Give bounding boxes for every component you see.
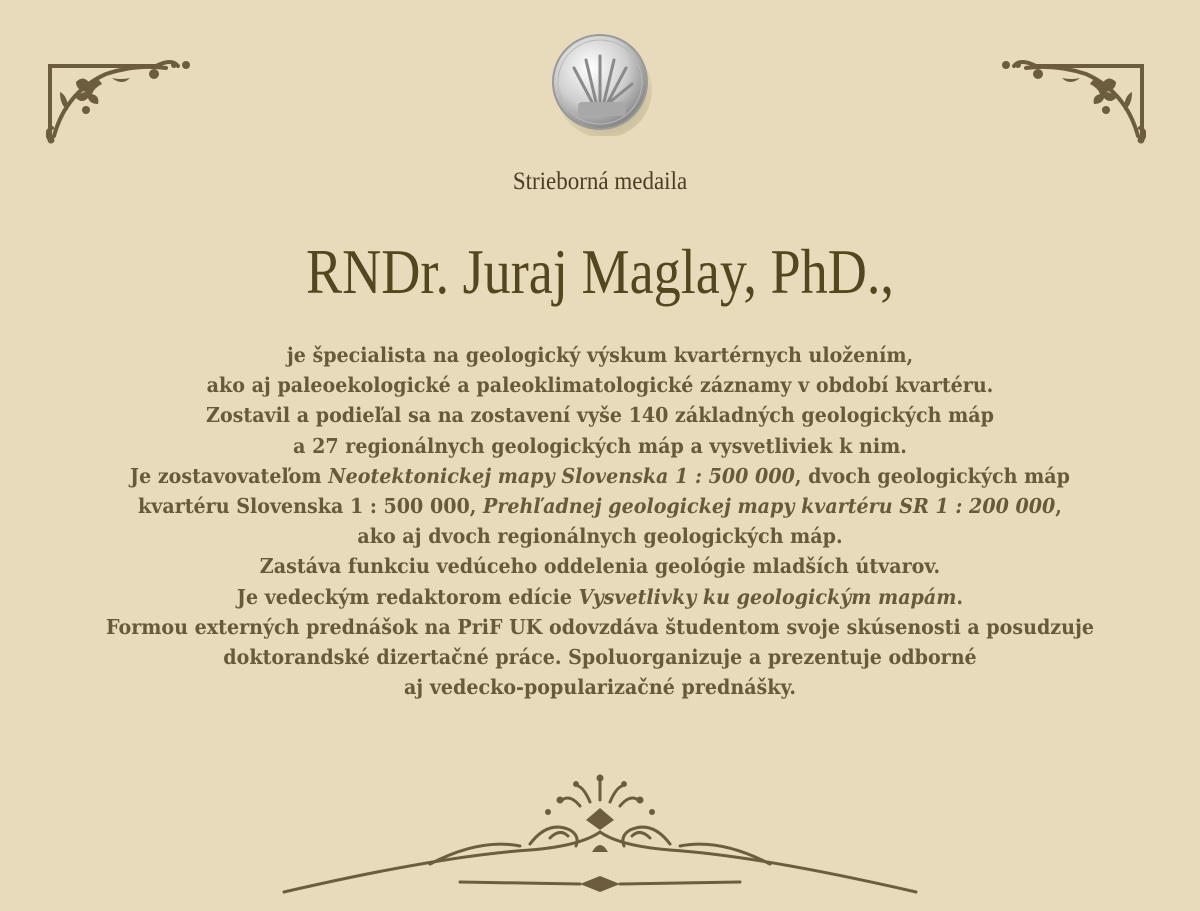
- citation-text-segment: kvartéru Slovenska 1 : 500 000,: [138, 494, 484, 519]
- citation-line: Zostavil a podieľal sa na zostavení vyše 140 základných geologických máp: [206, 403, 994, 428]
- citation-line: a 27 regionálnych geologických máp a vysvetliviek k nim.: [293, 433, 907, 458]
- citation-text-segment: ,: [1055, 494, 1062, 519]
- publication-title: Neotektonickej mapy Slovenska 1 : 500 000: [328, 463, 795, 488]
- citation-line: aj vedecko-popularizačné prednášky.: [403, 675, 797, 700]
- citation-line: ako aj dvoch regionálnych geologických máp.: [357, 524, 843, 549]
- corner-ornament-left-icon: [46, 52, 192, 144]
- citation-line: Zastáva funkciu vedúceho oddelenia geológie mladších útvarov.: [259, 554, 941, 579]
- award-subtitle: Strieborná medaila: [512, 168, 688, 195]
- silver-medal-icon: [548, 32, 652, 136]
- citation-line: Formou externých prednášok na PriF UK odovzdáva študentom svoje skúsenosti a posudzuje: [105, 614, 1095, 639]
- citation-line: ako aj paleoekologické a paleoklimatologické záznamy v období kvartéru.: [206, 373, 994, 398]
- awardee-name: RNDr. Juraj Maglay, PhD.,: [306, 237, 894, 307]
- publication-title: Prehľadnej geologickej mapy kvartéru SR 1 : 200 000: [483, 494, 1056, 519]
- corner-ornament-right-icon: [1000, 52, 1146, 144]
- citation-text-segment: , dvoch geologických máp: [794, 463, 1070, 488]
- citation-line: je špecialista na geologický výskum kvartérnych uložením,: [286, 343, 914, 367]
- citation-text: [40, 340, 1160, 702]
- citation-text-segment: Je vedeckým redaktorom edície: [236, 584, 579, 609]
- citation-line: [79, 461, 1121, 491]
- citation-line: [79, 491, 1121, 521]
- bottom-ornament-icon: [280, 772, 920, 900]
- citation-line: [79, 582, 1121, 612]
- citation-text-segment: Je zostavovateľom: [130, 463, 329, 488]
- citation-line: doktorandské dizertačné práce. Spoluorganizuje a prezentuje odborné: [223, 645, 977, 670]
- citation-text-segment: .: [956, 584, 964, 609]
- publication-title: Vysvetlivky ku geologickým mapám: [578, 584, 957, 609]
